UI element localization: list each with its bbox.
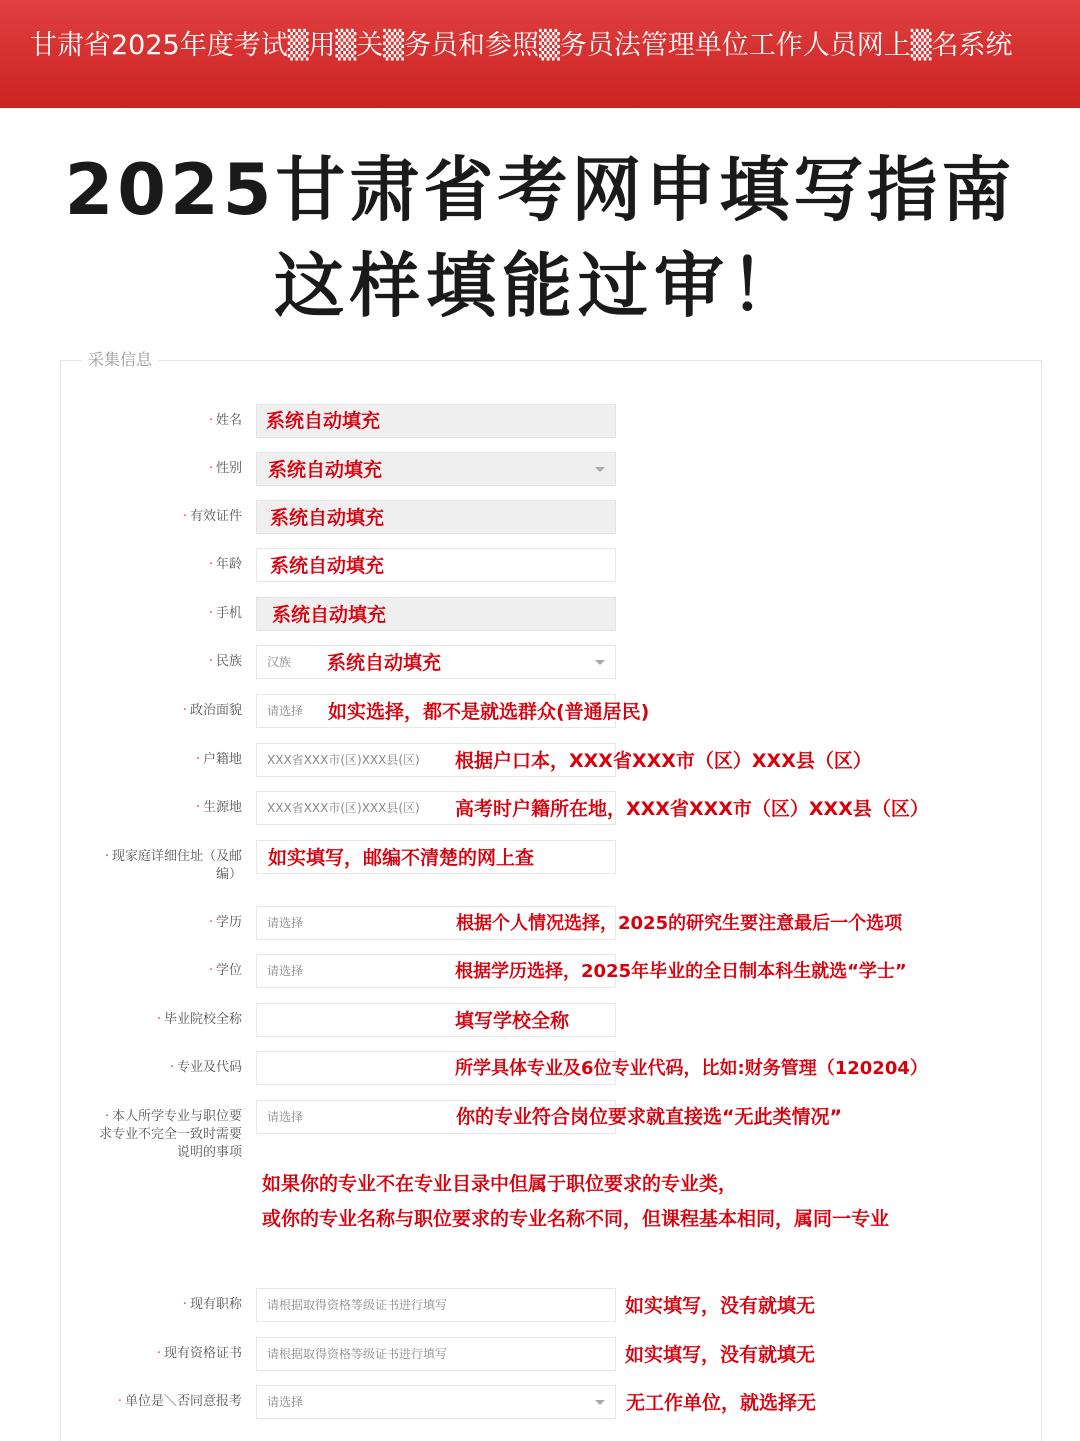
- field-row-degree: [60, 954, 1080, 990]
- major-note-line2: 或你的专业名称与职位要求的专业名称不同，但课程基本相同，属同一专业: [262, 1208, 890, 1230]
- field-label-gender: · 性别: [208, 461, 242, 476]
- note-address: 如实填写，邮编不清楚的网上查: [268, 847, 535, 869]
- title-input[interactable]: [256, 1288, 616, 1322]
- origin-placeholder: XXX省XXX市(区)XXX县(区): [267, 801, 420, 815]
- note-major: 所学具体专业及6位专业代码，比如:财务管理（120204）: [455, 1058, 928, 1079]
- note-degree: 根据学历选择，2025年毕业的全日制本科生就选“学士”: [455, 961, 907, 982]
- note-gender: 系统自动填充: [268, 459, 383, 481]
- field-row-phone: [60, 597, 1080, 633]
- field-row-address: [60, 840, 1080, 884]
- employer-consent-placeholder: 请选择: [267, 1395, 304, 1409]
- chevron-down-icon: [595, 1400, 605, 1405]
- field-label-name: · 姓名: [208, 413, 242, 428]
- note-id: 系统自动填充: [270, 507, 385, 529]
- major-explain-placeholder: 请选择: [267, 1110, 304, 1124]
- certificate-input[interactable]: [256, 1337, 616, 1371]
- field-label-ethnicity: · 民族: [208, 654, 242, 669]
- political-placeholder: 请选择: [267, 704, 304, 718]
- field-label-degree: · 学位: [208, 963, 242, 978]
- ethnicity-value: 汉族: [267, 655, 292, 669]
- field-row-certificate: [60, 1337, 1080, 1373]
- section-legend: 采集信息: [82, 348, 158, 372]
- note-age: 系统自动填充: [270, 555, 385, 577]
- note-household: 根据户口本，XXX省XXX市（区）XXX县（区）: [455, 750, 872, 772]
- field-label-age: · 年龄: [208, 557, 242, 572]
- field-row-school: [60, 1003, 1080, 1039]
- field-row-title: [60, 1288, 1080, 1324]
- field-label-major: · 专业及代码: [169, 1060, 242, 1075]
- field-label-school: · 毕业院校全称: [156, 1012, 242, 1027]
- note-name: 系统自动填充: [266, 410, 381, 432]
- guide-headline-line1: 2025甘肃省考网申填写指南: [64, 149, 1016, 231]
- field-label-id: · 有效证件: [182, 509, 242, 524]
- field-row-name: [60, 404, 1080, 440]
- field-row-id: [60, 500, 1080, 536]
- field-row-household: [60, 743, 1080, 779]
- field-label-address: · 现家庭详细住址（及邮编）: [104, 849, 242, 882]
- field-label-employer-consent: · 单位是＼否同意报考: [117, 1394, 242, 1409]
- guide-headline-line2: 这样填能过审！: [274, 245, 806, 327]
- field-row-major: [60, 1051, 1080, 1087]
- field-label-certificate: · 现有资格证书: [156, 1346, 242, 1361]
- degree-placeholder: 请选择: [267, 964, 304, 978]
- certificate-placeholder: 请根据取得资格等级证书进行填写: [267, 1347, 448, 1361]
- education-placeholder: 请选择: [267, 916, 304, 930]
- field-label-political: · 政治面貌: [182, 703, 242, 718]
- field-label-title: · 现有职称: [182, 1297, 242, 1312]
- note-political: 如实选择，都不是就选群众(普通居民): [328, 701, 650, 723]
- field-row-gender: [60, 452, 1080, 488]
- field-label-origin: · 生源地: [195, 800, 242, 815]
- field-row-origin: [60, 791, 1080, 827]
- field-label-phone: · 手机: [208, 606, 242, 621]
- field-row-political: [60, 694, 1080, 730]
- field-row-education: [60, 906, 1080, 942]
- chevron-down-icon: [595, 467, 605, 472]
- note-ethnicity: 系统自动填充: [327, 652, 442, 674]
- field-label-household: · 户籍地: [195, 752, 242, 767]
- note-education: 根据个人情况选择，2025的研究生要注意最后一个选项: [456, 913, 903, 934]
- field-label-education: · 学历: [208, 915, 242, 930]
- note-school: 填写学校全称: [455, 1010, 570, 1032]
- employer-consent-select[interactable]: [256, 1385, 616, 1419]
- household-placeholder: XXX省XXX市(区)XXX县(区): [267, 753, 420, 767]
- note-employer-consent: 无工作单位，就选择无: [626, 1392, 817, 1414]
- system-title: 甘肃省2025年度考试▒用▒关▒务员和参照▒务员法管理单位工作人员网上▒名系统: [30, 30, 1013, 61]
- note-origin: 高考时户籍所在地，XXX省XXX市（区）XXX县（区）: [455, 798, 929, 820]
- field-label-major-explain: · 本人所学专业与职位要求专业不完全一致时需要说明的事项: [98, 1109, 242, 1160]
- note-major-explain: 你的专业符合岗位要求就直接选“无此类情况”: [456, 1106, 842, 1128]
- field-row-age: [60, 548, 1080, 584]
- major-note-line1: 如果你的专业不在专业目录中但属于职位要求的专业类，: [262, 1173, 738, 1195]
- header-banner: [0, 0, 1080, 108]
- chevron-down-icon: [595, 660, 605, 665]
- field-row-employer-consent: [60, 1385, 1080, 1421]
- note-certificate: 如实填写，没有就填无: [625, 1344, 816, 1366]
- field-row-major-explain: [60, 1100, 1080, 1164]
- note-title: 如实填写，没有就填无: [625, 1295, 816, 1317]
- field-row-ethnicity: [60, 645, 1080, 681]
- note-phone: 系统自动填充: [272, 604, 387, 626]
- title-placeholder: 请根据取得资格等级证书进行填写: [267, 1298, 448, 1312]
